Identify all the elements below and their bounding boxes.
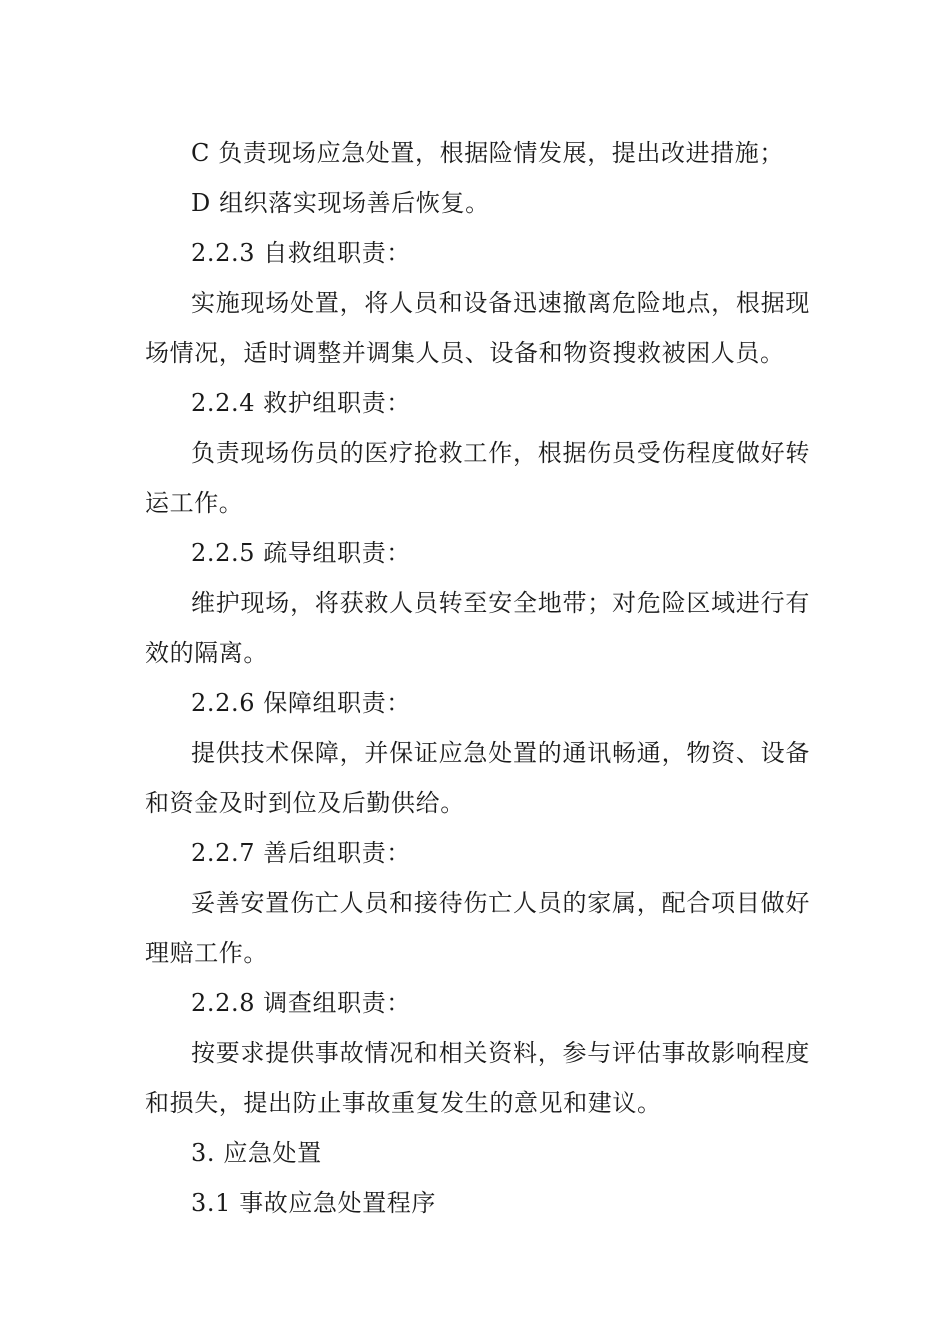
section-2-2-6-heading: 2.2.6 保障组职责： <box>191 689 411 717</box>
section-2-2-8-paragraph: 按要求提供事故情况和相关资料，参与评估事故影响程度和损失，提出防止事故重复发生的意见和建议。 <box>145 1039 810 1117</box>
section-2-2-4-paragraph: 负责现场伤员的医疗抢救工作，根据伤员受伤程度做好转运工作。 <box>145 439 810 517</box>
section-2-2-6-paragraph: 提供技术保障，并保证应急处置的通讯畅通，物资、设备和资金及时到位及后勤供给。 <box>145 739 810 817</box>
item-d-paragraph: D 组织落实现场善后恢复。 <box>191 189 490 217</box>
section-2-2-4-heading: 2.2.4 救护组职责： <box>191 389 411 417</box>
section-3-heading: 3. 应急处置 <box>191 1139 322 1167</box>
section-2-2-7-paragraph: 妥善安置伤亡人员和接待伤亡人员的家属，配合项目做好理赔工作。 <box>145 889 810 967</box>
section-2-2-3-paragraph: 实施现场处置，将人员和设备迅速撤离危险地点，根据现场情况，适时调整并调集人员、设备和物资搜救被困人员。 <box>145 289 810 367</box>
item-c-paragraph: C 负责现场应急处置，根据险情发展，提出改进措施； <box>191 139 784 167</box>
document-body <box>145 128 810 1228</box>
section-2-2-3-heading: 2.2.3 自救组职责： <box>191 239 411 267</box>
section-2-2-5-heading: 2.2.5 疏导组职责： <box>191 539 411 567</box>
section-2-2-7-heading: 2.2.7 善后组职责： <box>191 839 411 867</box>
section-2-2-5-paragraph: 维护现场，将获救人员转至安全地带；对危险区域进行有效的隔离。 <box>145 589 810 667</box>
section-2-2-8-heading: 2.2.8 调查组职责： <box>191 989 411 1017</box>
section-3-1-heading: 3.1 事故应急处置程序 <box>191 1189 436 1217</box>
